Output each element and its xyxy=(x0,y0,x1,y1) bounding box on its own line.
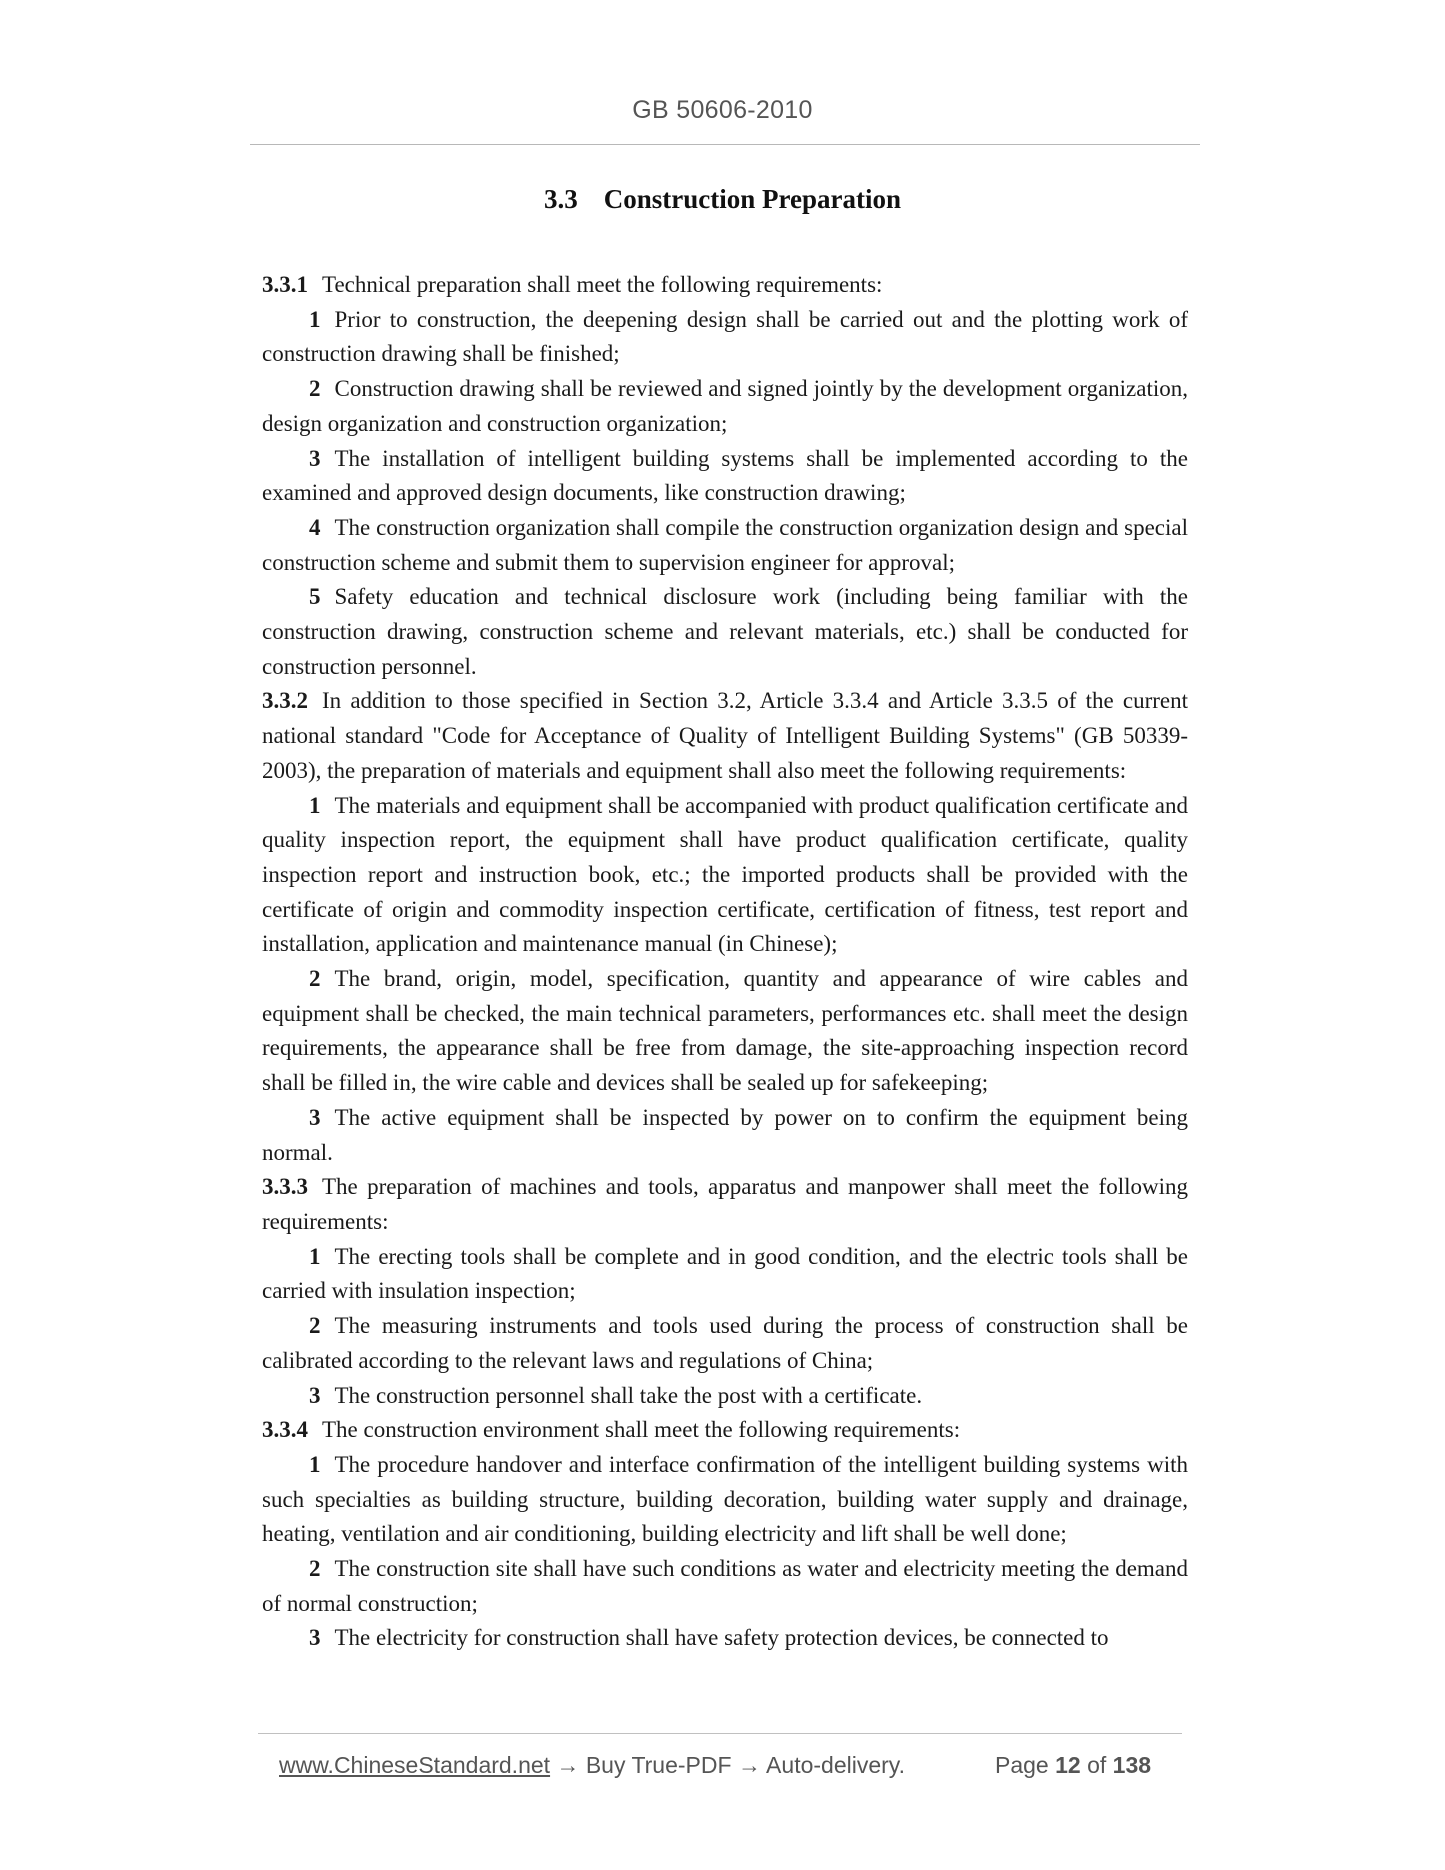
item-text: The active equipment shall be inspected by power on to confirm the equipment being normal. xyxy=(262,1104,1188,1165)
document-code-header: GB 50606-2010 xyxy=(632,96,813,124)
clause-number: 3.3.4 xyxy=(262,1417,308,1443)
item-number: 2 xyxy=(309,1556,321,1582)
list-item xyxy=(262,1621,1188,1656)
item-number: 3 xyxy=(309,1104,321,1130)
list-item xyxy=(262,1552,1188,1621)
item-text: The construction site shall have such conditions as water and electricity meeting the demand of normal construction; xyxy=(262,1556,1188,1616)
clause-3-3-2 xyxy=(262,684,1188,788)
header-divider xyxy=(250,144,1200,145)
list-item xyxy=(262,962,1188,1101)
item-text: The construction personnel shall take the post with a certificate. xyxy=(334,1382,923,1408)
list-item xyxy=(262,1309,1188,1378)
list-item xyxy=(262,511,1188,580)
item-number: 1 xyxy=(309,792,321,818)
clause-text: In addition to those specified in Section 3.2, Article 3.3.4 and Article 3.3.5 of the current national standard "Code for Acceptance of Quality of Intelligent Building Systems" (GB 50339-2003), the preparation of materials and equipment shall also meet the following requirements: xyxy=(262,688,1188,783)
clause-text: The preparation of machines and tools, apparatus and manpower shall meet the following requirements: xyxy=(262,1174,1188,1234)
item-number: 3 xyxy=(309,445,321,471)
item-number: 5 xyxy=(309,584,321,610)
clause-text: Technical preparation shall meet the following requirements: xyxy=(322,272,883,297)
section-number: 3.3 xyxy=(544,184,578,214)
clause-number: 3.3.1 xyxy=(262,272,308,297)
item-text: The electricity for construction shall have safety protection devices, be connected to xyxy=(334,1625,1109,1651)
list-item xyxy=(262,303,1188,372)
item-text: Prior to construction, the deepening design shall be carried out and the plotting work of construction drawing shall be finished; xyxy=(262,306,1188,367)
item-text: The construction organization shall compile the construction organization design and special construction scheme and submit them to supervision engineer for approval; xyxy=(262,514,1188,575)
item-text: Safety education and technical disclosure work (including being familiar with the construction drawing, construction scheme and relevant materials, etc.) shall be conducted for construction personnel. xyxy=(262,584,1188,679)
document-body xyxy=(262,268,1188,1656)
item-number: 4 xyxy=(309,514,321,540)
list-item xyxy=(262,1379,1188,1414)
page-label: Page xyxy=(995,1752,1049,1778)
item-number: 3 xyxy=(309,1625,321,1651)
of-label: of xyxy=(1087,1752,1107,1778)
item-number: 2 xyxy=(309,1313,321,1339)
item-text: The erecting tools shall be complete and in good condition, and the electric tools shall be carried with insulation inspection; xyxy=(262,1243,1188,1304)
buy-text: → Buy True-PDF → Auto-delivery. xyxy=(556,1752,905,1778)
item-number: 2 xyxy=(309,966,321,992)
item-number: 1 xyxy=(309,1243,321,1269)
website-link[interactable]: www.ChineseStandard.net xyxy=(279,1752,551,1778)
list-item xyxy=(262,789,1188,963)
list-item xyxy=(262,1240,1188,1309)
clause-3-3-1 xyxy=(262,268,1188,303)
clause-number: 3.3.3 xyxy=(262,1174,308,1200)
clause-text: The construction environment shall meet the following requirements: xyxy=(322,1417,961,1443)
list-item xyxy=(262,1448,1188,1552)
section-heading xyxy=(0,184,1445,215)
item-number: 1 xyxy=(309,1451,321,1477)
item-number: 1 xyxy=(309,306,321,332)
page-indicator xyxy=(995,1752,1151,1779)
list-item xyxy=(262,442,1188,511)
total-pages-number: 138 xyxy=(1112,1752,1152,1778)
item-text: Construction drawing shall be reviewed and signed jointly by the development organization, design organization and construction organization; xyxy=(262,376,1188,436)
page-footer xyxy=(279,1752,1199,1779)
footer-divider xyxy=(258,1733,1182,1734)
item-number: 2 xyxy=(309,376,321,402)
item-text: The materials and equipment shall be accompanied with product qualification certificate and quality inspection report, the equipment shall have product qualification certificate, quality inspection report and instruction book, etc.; the imported products shall be provided with the certificate of origin and commodity inspection certificate, certification of fitness, test report and installation, application and maintenance manual (in Chinese); xyxy=(262,792,1188,957)
current-page-number: 12 xyxy=(1055,1752,1081,1778)
clause-number: 3.3.2 xyxy=(262,688,308,714)
list-item xyxy=(262,372,1188,441)
item-text: The installation of intelligent building systems shall be implemented according to the examined and approved design documents, like construction drawing; xyxy=(262,445,1188,506)
item-text: The procedure handover and interface confirmation of the intelligent building systems with such specialties as building structure, building decoration, building water supply and drainage, heating, ventilation and air conditioning, building electricity and lift shall be well done; xyxy=(262,1451,1188,1547)
list-item xyxy=(262,1101,1188,1170)
item-text: The measuring instruments and tools used during the process of construction shall be calibrated according to the relevant laws and regulations of China; xyxy=(262,1313,1188,1373)
section-title-text: Construction Preparation xyxy=(603,184,901,214)
item-number: 3 xyxy=(309,1382,321,1408)
clause-3-3-4 xyxy=(262,1413,1188,1448)
item-text: The brand, origin, model, specification, quantity and appearance of wire cables and equipment shall be checked, the main technical parameters, performances etc. shall meet the design requirements, the appearance shall be free from damage, the site-approaching inspection record shall be filled in, the wire cable and devices shall be sealed up for safekeeping; xyxy=(262,966,1188,1096)
clause-3-3-3 xyxy=(262,1170,1188,1239)
list-item xyxy=(262,580,1188,684)
